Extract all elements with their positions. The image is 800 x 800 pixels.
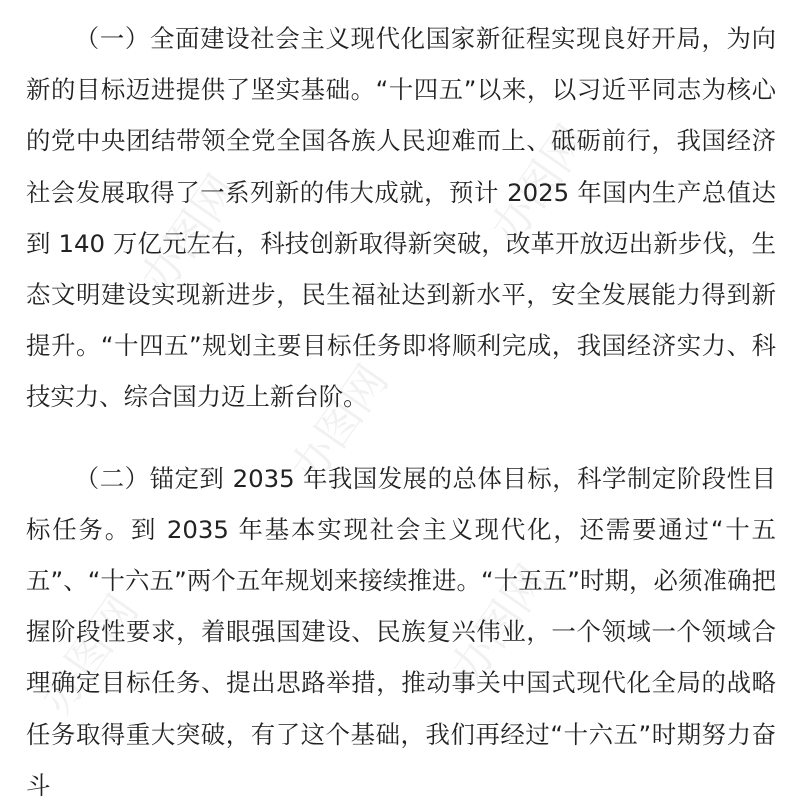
watermark: 办图网 [280, 355, 399, 494]
watermark: 办图网 [480, 115, 599, 254]
paragraph-two: （二）锚定到 2035 年我国发展的总体目标，科学制定阶段性目标任务。到 2035 年基本实现社会主义现代化，还需要通过“十五五”、“十六五”两个五年规划来接续推进。“十五五”时期，必须准确把握阶段性要求，着眼强国建设、民族复兴伟业，一个领域一个领域合理确定目标任务、提出思路举措，推动事关中国式现代化全局的战略任务取得重大突破，有了这个基础，我们再经过“十六五”时期努力奋斗 [26, 463, 776, 800]
document-body [26, 13, 776, 800]
paragraph-one: （一）全面建设社会主义现代化国家新征程实现良好开局，为向新的目标迈进提供了坚实基础。“十四五”以来，以习近平同志为核心的党中央团结带领全党全国各族人民迎难而上、砥砺前行，我国经济社会发展取得了一系列新的伟大成就，预计 2025 年国内生产总值达到 140 万亿元左右，科技创新取得新突破，改革开放迈出新步伐，生态文明建设实现新进步，民生福祉达到新水平，安全发展能力得到新提升。“十四五”规划主要目标任务即将顺利完成，我国经济实力、科技实力、综合国力迈上新台阶。 [26, 24, 776, 412]
watermark: 办图网 [130, 165, 249, 304]
watermark: 办图网 [440, 555, 559, 694]
watermark: 办图网 [30, 585, 149, 724]
